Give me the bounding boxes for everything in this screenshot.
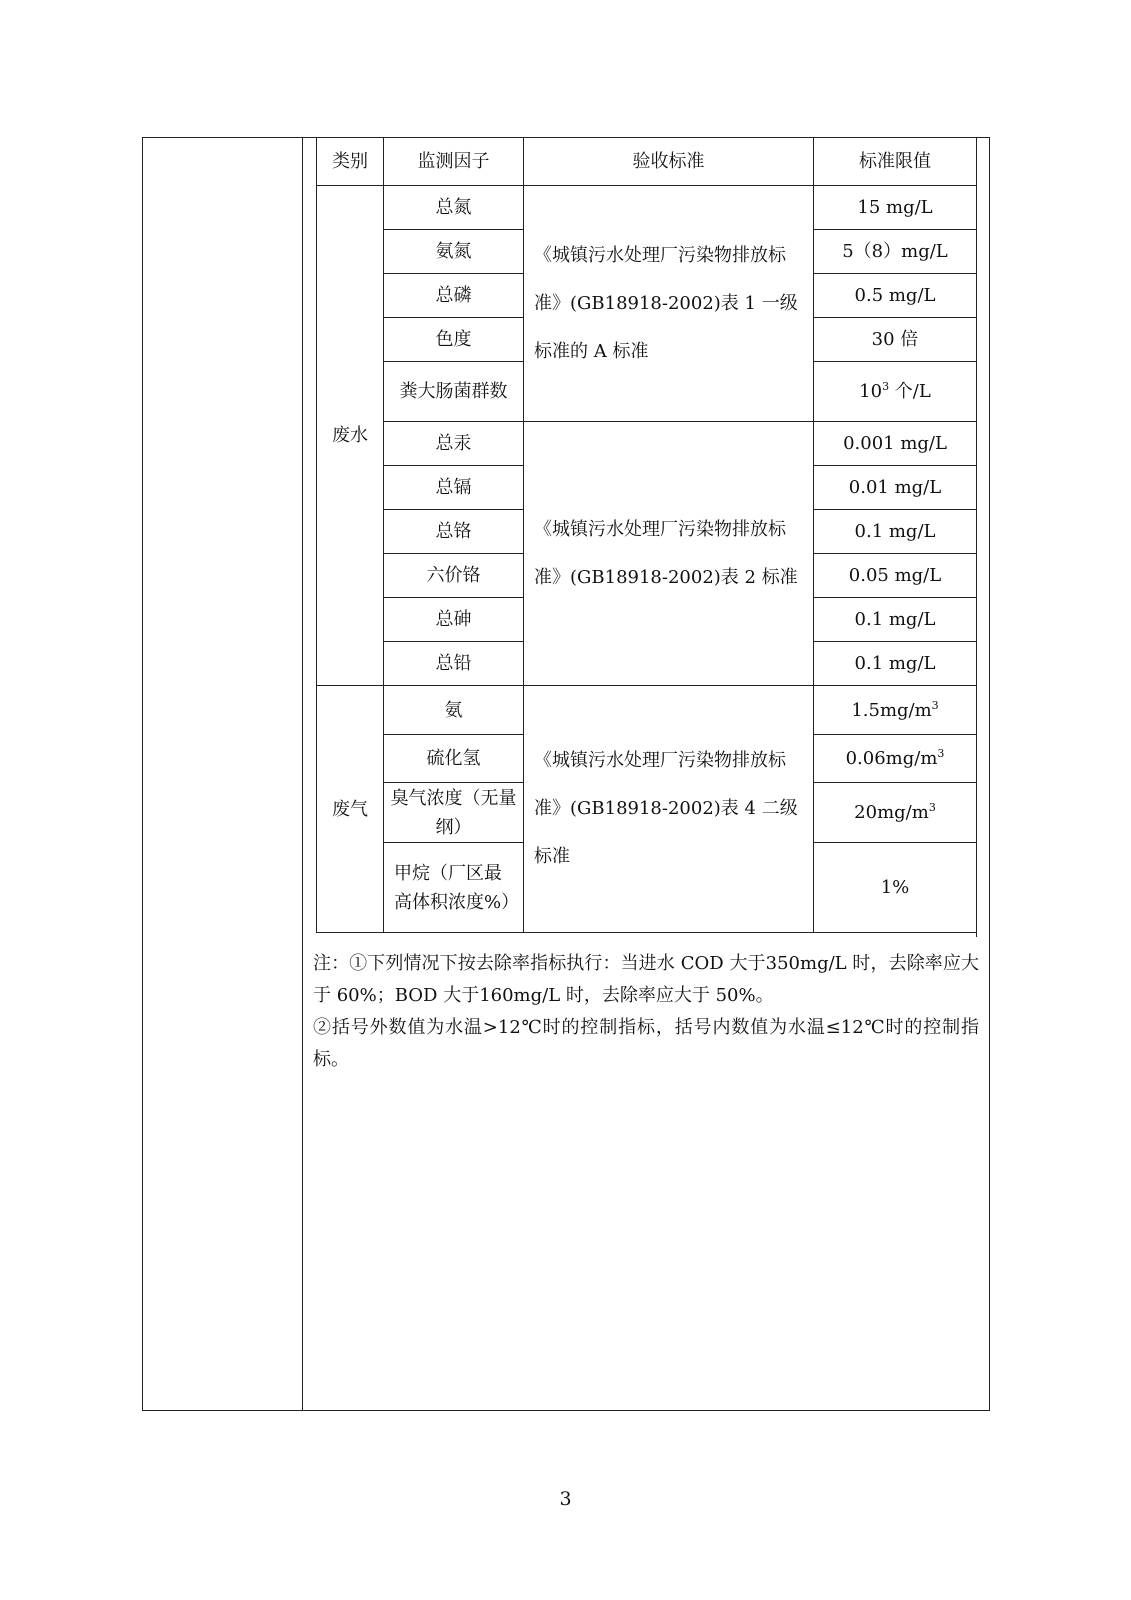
limit-base: 0.06mg/m — [845, 748, 938, 769]
factor-cell: 硫化氢 — [384, 735, 524, 783]
factor-cell: 粪大肠菌群数 — [384, 362, 524, 422]
table-row — [317, 686, 977, 735]
factor-cell: 总氮 — [384, 186, 524, 230]
limit-cell — [814, 362, 977, 422]
limit-base: 10 — [859, 381, 883, 402]
factor-cell: 总铅 — [384, 642, 524, 686]
limit-cell — [814, 735, 977, 783]
table-notes — [313, 948, 979, 1076]
factor-cell: 六价铬 — [384, 554, 524, 598]
factor-cell: 氨氮 — [384, 230, 524, 274]
note-1: 注：①下列情况下按去除率指标执行：当进水 COD 大于350mg/L 时，去除率应大于 60%；BOD 大于160mg/L 时，去除率应大于 50%。 — [313, 953, 979, 1006]
limit-cell: 0.1 mg/L — [814, 510, 977, 554]
table-row — [317, 422, 977, 466]
limit-base: 1.5mg/m — [851, 699, 932, 721]
limit-cell: 0.01 mg/L — [814, 466, 977, 510]
limit-exponent: 3 — [928, 801, 936, 814]
outer-column-divider — [302, 137, 303, 1411]
limit-cell: 0.1 mg/L — [814, 598, 977, 642]
factor-cell: 总镉 — [384, 466, 524, 510]
factor-cell: 氨 — [384, 686, 524, 735]
limit-unit: 个/L — [889, 381, 931, 402]
standard-cell: 《城镇污水处理厂污染物排放标准》(GB18918-2002)表 1 一级标准的 A 标准 — [524, 186, 814, 422]
standard-cell: 《城镇污水处理厂污染物排放标准》(GB18918-2002)表 4 二级标准 — [524, 686, 814, 933]
limit-cell: 0.001 mg/L — [814, 422, 977, 466]
limit-cell: 5（8）mg/L — [814, 230, 977, 274]
category-waste-gas: 废气 — [317, 686, 384, 933]
limit-cell: 1% — [814, 843, 977, 933]
factor-cell: 总磷 — [384, 274, 524, 318]
limit-base: 20mg/m — [854, 802, 929, 823]
header-row — [317, 138, 977, 186]
limit-cell — [814, 686, 977, 735]
header-category: 类别 — [317, 138, 384, 186]
limit-exponent: 3 — [882, 380, 890, 393]
limit-exponent: 3 — [937, 747, 945, 760]
category-wastewater: 废水 — [317, 186, 384, 686]
factor-cell: 甲烷（厂区最高体积浓度%） — [384, 843, 524, 933]
factor-cell: 总汞 — [384, 422, 524, 466]
limit-cell: 0.5 mg/L — [814, 274, 977, 318]
factor-cell: 色度 — [384, 318, 524, 362]
note-2: ②括号外数值为水温>12℃时的控制指标，括号内数值为水温≤12℃时的控制指标。 — [313, 1017, 979, 1070]
limit-cell: 0.05 mg/L — [814, 554, 977, 598]
factor-cell: 总铬 — [384, 510, 524, 554]
page-number: 3 — [559, 1488, 572, 1510]
limit-exponent: 3 — [931, 698, 939, 712]
header-limit: 标准限值 — [814, 138, 977, 186]
header-factor: 监测因子 — [384, 138, 524, 186]
factor-cell: 总砷 — [384, 598, 524, 642]
limit-cell: 30 倍 — [814, 318, 977, 362]
table-row — [317, 186, 977, 230]
limit-cell — [814, 783, 977, 843]
standard-cell: 《城镇污水处理厂污染物排放标准》(GB18918-2002)表 2 标准 — [524, 422, 814, 686]
header-standard: 验收标准 — [524, 138, 814, 186]
factor-cell: 臭气浓度（无量纲） — [384, 783, 524, 843]
standards-table — [316, 137, 977, 933]
limit-cell: 0.1 mg/L — [814, 642, 977, 686]
limit-cell: 15 mg/L — [814, 186, 977, 230]
